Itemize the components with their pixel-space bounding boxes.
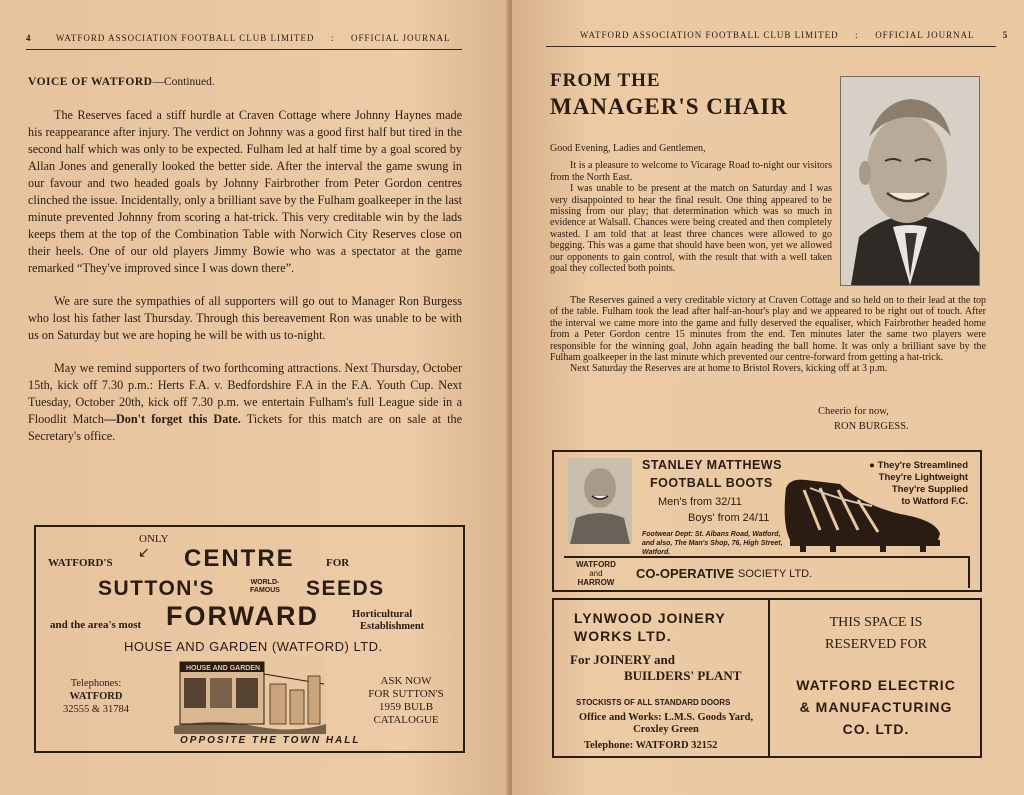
reserved-line: RESERVED FOR xyxy=(825,637,927,652)
joinery-stockists: STOCKISTS OF ALL STANDARD DOORS xyxy=(576,698,731,707)
boots-boys-price: Boys' from 24/11 xyxy=(688,512,770,524)
watford-electric xyxy=(770,674,982,740)
bottom-advert-box xyxy=(552,598,982,758)
section-suffix: —Continued. xyxy=(152,76,215,88)
ad-ask-line: 1959 BULB xyxy=(378,701,434,713)
ad-forward: FORWARD xyxy=(166,601,319,631)
ad-telephones xyxy=(58,677,134,716)
boots-footwear-dept: Footwear Dept: St. Albans Road, Watford, and also, The Man's Shop, 76, High Street, Watford. xyxy=(642,531,783,556)
football-boot-icon xyxy=(780,474,944,554)
ad-centre: CENTRE xyxy=(184,545,295,572)
ad-tel-label: Telephones: xyxy=(70,678,122,689)
para-text: May we remind supporters of two forthcoming attractions. Next Thursday, October 15th, kick off 7.30 p.m.: Herts F.A. v. Bedfordshire F.A in the F.A. Youth Cup. Next Tuesday, October 20th, kick off 7.30 p.m. we entertain Fulham's full League side in a Floodlit Match xyxy=(28,361,462,426)
manager-paragraph: Next Saturday the Reserves are at home to Bristol Rovers, kicking off at 3 p.m. xyxy=(570,363,888,375)
club-title: WATFORD ASSOCIATION FOOTBALL CLUB LIMITED xyxy=(580,30,839,40)
boots-claim xyxy=(840,460,968,472)
manager-photo xyxy=(840,76,980,286)
ad-for: FOR xyxy=(326,557,350,569)
manager-paragraph: It is a pleasure to welcome to Vicarage Road to-night our visitors from the North East. xyxy=(550,160,832,183)
joinery-name-1: LYNWOOD JOINERY xyxy=(574,610,726,626)
header-separator: : xyxy=(855,30,859,40)
manager-column-top xyxy=(550,143,832,274)
signature: RON BURGESS. xyxy=(834,421,909,432)
coop-town: HARROW xyxy=(577,578,615,587)
header-rule xyxy=(546,46,996,47)
boots-claim: They're Supplied xyxy=(891,484,968,495)
ad-seeds: SEEDS xyxy=(306,577,385,600)
joinery-office-line: Office and Works: L.M.S. Goods Yard, xyxy=(578,712,754,723)
reserved-line: THIS SPACE IS xyxy=(829,615,923,630)
matthews-photo xyxy=(568,458,632,544)
ad-tel-watford: WATFORD xyxy=(69,691,123,702)
joinery-phone: Telephone: WATFORD 32152 xyxy=(584,740,718,751)
ad-ask-line: ASK NOW xyxy=(380,675,432,687)
right-page xyxy=(512,0,1024,795)
watford-electric-line: WATFORD ELECTRIC xyxy=(796,677,956,693)
section-title-text: VOICE OF WATFORD xyxy=(28,76,153,88)
joinery-name-2: WORKS LTD. xyxy=(574,628,672,644)
boots-product: FOOTBALL BOOTS xyxy=(650,476,773,490)
ad-famous: FAMOUS xyxy=(250,587,280,594)
manager-column-bottom xyxy=(550,295,986,375)
ad-establishment: Establishment xyxy=(360,621,425,632)
ad-area: and the area's most xyxy=(50,619,142,631)
arrow-icon: ↙ xyxy=(138,546,150,561)
joinery-for-1: For JOINERY and xyxy=(570,652,676,667)
greeting: Good Evening, Ladies and Gentlemen, xyxy=(550,143,706,154)
ad-world: WORLD- xyxy=(250,579,280,586)
ad-suttons: SUTTON'S xyxy=(98,577,215,600)
journal-title: OFFICIAL JOURNAL xyxy=(351,33,451,43)
manager-portrait xyxy=(841,77,979,285)
boots-name: STANLEY MATTHEWS xyxy=(642,458,782,472)
manager-title-line2: MANAGER'S CHAIR xyxy=(550,94,788,119)
para-emphasis: —Don't forget this Date. xyxy=(103,412,241,426)
article-paragraph: We are sure the sympathies of all supporters will go out to Manager Ron Burgess who lost his father last Thursday. Through this bereavement Ron was unable to be with us on Saturday but we are hoping he will be with us to-night. xyxy=(28,294,462,342)
article-body xyxy=(28,107,462,461)
watford-electric-line: & MANUFACTURING xyxy=(799,699,953,715)
ad-ask-line: CATALOGUE xyxy=(373,714,439,726)
boots-mens-price: Men's from 32/11 xyxy=(658,496,742,508)
bullet-icon: ● xyxy=(869,460,878,471)
reserved-space xyxy=(770,612,982,656)
coop-name: CO-OPERATIVE xyxy=(636,566,734,581)
ad-house-garden: HOUSE AND GARDEN (WATFORD) LTD. xyxy=(124,639,383,654)
article-paragraph: The Reserves faced a stiff hurdle at Craven Cottage where Johnny Haynes made his reappearance after injury. The verdict on Johnny was a good first half but tired in the second half which was only to be expected. Fulham led at half time by a goal scored by Allan Jones and generally looked the better side. After the interval the game swung in our favour and two headed goals by Johnny Fairbrother from Peter Gordon centres clinched the issue. Incidentally, only a brilliant save by the Fulham goalkeeper in the last minute prevented Johnny from scoring a hat-trick. This very creditable win by the lads keeps them at the top of the Combination Table with Norwich City Reserves close on their heels. One of our old players Jimmy Bowie who was a spectator at the game remarked “They've improved since I was down there”. xyxy=(28,108,462,275)
para-text-end: Tickets for this match are on sale at the Secretary's office. xyxy=(28,412,462,443)
manager-title-line1: FROM THE xyxy=(550,70,661,91)
suttons-seeds-advert xyxy=(34,525,465,753)
boots-claim-text: They're Streamlined xyxy=(877,460,968,471)
left-page-header xyxy=(26,33,450,43)
page-number: 4 xyxy=(26,33,32,43)
journal-title: OFFICIAL JOURNAL xyxy=(875,30,975,40)
coop-and: and xyxy=(589,569,603,578)
header-rule xyxy=(26,49,462,50)
boots-claim: to Watford F.C. xyxy=(901,496,968,507)
ad-world-famous xyxy=(250,579,280,595)
header-separator: : xyxy=(331,33,335,43)
coop-towns xyxy=(576,560,616,587)
page-number: 5 xyxy=(1002,30,1009,40)
ad-ask-line: FOR SUTTON'S xyxy=(368,688,444,700)
joinery-office-line: Croxley Green xyxy=(633,724,699,735)
ad-opposite: OPPOSITE THE TOWN HALL xyxy=(180,735,361,746)
signoff: Cheerio for now, xyxy=(818,406,889,417)
manager-paragraph: The Reserves gained a very creditable victory at Craven Cottage and so held on to their lead at the top of the table. Fulham took the lead after half-an-hour's play and we appeared to be right out of touch. After the interval we came more into the game and fully deserved the equaliser, which Fairbrother headed home from a Peter Gordon centre 15 minutes from the end. Ten minutes later the same two players were responsible for the winning goal, John again heading the ball home. It was only a brilliant save by the Fulham goalkeeper in the last minute which prevented our centre-forward from getting a hat-trick. xyxy=(550,295,986,364)
section-title xyxy=(28,76,215,88)
coop-banner xyxy=(564,556,970,588)
ad-horticultural: Horticultural xyxy=(352,609,413,620)
coop-society: SOCIETY LTD. xyxy=(738,568,813,580)
club-title: WATFORD ASSOCIATION FOOTBALL CLUB LIMITED xyxy=(55,33,315,43)
ad-watfords: WATFORD'S xyxy=(48,557,113,569)
left-page xyxy=(0,0,510,795)
ad-only: ONLY xyxy=(139,533,169,545)
watford-electric-line: CO. LTD. xyxy=(842,721,910,737)
coop-town: WATFORD xyxy=(576,560,616,569)
football-boots-advert xyxy=(552,450,982,592)
manager-paragraph: I was unable to be present at the match on Saturday and I was very disappointed to hear the final result. One thing appeared to be missing from our play; that determination which was so much in evidence at Walsall. Chances were being created and then completely wasted. I am told that at least three chances were allowed to go begging. This was a game that should have been won, yet we allowed our opponents to gain control, with the result that with a well taken goal they collected both points. xyxy=(550,183,832,275)
joinery-for-2: BUILDERS' PLANT xyxy=(624,668,742,683)
signoff-block xyxy=(818,404,909,434)
ad-ask-now xyxy=(354,675,458,727)
ad-horticultural-block xyxy=(340,609,424,633)
joinery-office xyxy=(568,712,764,736)
article-paragraph xyxy=(28,360,462,445)
ad-tel-numbers: 32555 & 31784 xyxy=(63,704,129,715)
right-page-header xyxy=(580,30,1008,40)
shop-sign: HOUSE AND GARDEN xyxy=(186,665,261,672)
boots-claim: They're Lightweight xyxy=(878,472,968,483)
